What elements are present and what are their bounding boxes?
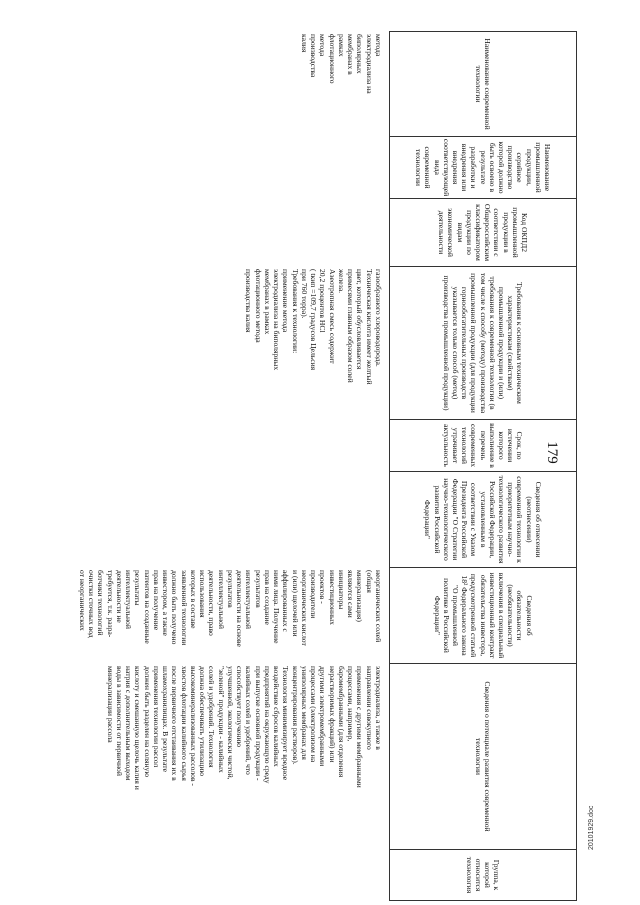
cell-technology-name: метода электродиализа на биполярных мембранах в рамках флотационного метода производства калия [300,34,383,94]
cell-okpd2-code [21,198,389,266]
header-obligation-info: Сведения об обязательности (необязательности) включения в специальный инвестиционный контракт обязательства инвестора, предусмотренной статьей 18² Федерального закона "О промышленной политике в Российской Федерации" [390,567,576,663]
cell-priority-info [21,471,389,567]
header-technology-name: Наименование современной технологии [390,31,576,136]
cell-technology-group [21,849,389,901]
header-technology-group: Группа, к которой относится технология [390,849,576,901]
cell-requirements: газообразного хлороводорода. Техническая кислота имеет желтый цвет, который обусловливается примесями главным образом солей железа. Азеотропная смесь содержит 20,2 процентов HCl ( tкип =109,7 градусов Цельсия при 760 торра). Требования к технологии: применение метода электродиализа на биполярных мембранах в рамках флотационного метода производства калия [244,269,383,385]
header-okpd2-code: Код ОКПД2 промышленной продукции в соответствии с Общероссийским классификатором продукции по видам экономической деятельности [390,198,576,266]
technology-table [21,31,577,901]
table-row [21,31,389,901]
table-header-row [389,31,577,901]
cell-potential-info: электродиализа, а также в направлении совокупного применения с другими мембранными процессами, например, баромембранными (для отделения нерастворимых фракций) или другими электромембранными процессами (электролизом на униполярных мембранах для концентрирования растворов). Технология минимизирует вредное воздействие сбросов калийных предприятий на окружающую среду при выпуске основной продукции - калийных солей и удобрений, что способствует получению улучшенной, экологически чистой, "зеленой" продукции - калийных солей и удобрений. Технология должна обеспечивать утилизацию высокоминерализованных рассолов - хвостов флотации калийного сырья после первичного отстаивания их в шламохранилищах. В результате применения технологии рассол должен быть разделен на соляную кислоту и смешанную щелочь калия и натрия с дополнительным выходом воды в зависимости от первичной минерализации рассола [105,666,383,790]
cell-product-name [21,136,389,198]
cell-obligation-info: неорганических солей (общая минерализация) являются сами инициаторы инвестиционных проектов - производители неорганических кислот и (или) щелочей или аффилированных с ними лица. Получение прав на создание результатов интеллектуальной деятельности на основе результатов интеллектуальной деятельности, право использования которых в составе заявленной технологии должно быть получено инвестором, а также прав на получение патентов на созданные результаты интеллектуальной деятельности не требуется, т.к. разра- ботчики технологий очистки сточных вод от неорганических [78,570,383,647]
page-number: 179 [544,441,560,464]
header-potential-info: Сведения о потенциале развития современной технологии [390,663,576,849]
header-priority-info: Сведения об отнесении (неотнесении) современной технологии к приоритетным научно-технологического развития Российской Федерации, установленным в соответствии с Указом Президента Российской Федерации "О Стратегии научно-технологического развития Российской Федерации" [390,471,576,567]
header-requirements: Требования к основным техническим характеристикам (свойствам) промышленной продукции и (или) требования к современной технологии (в том числе к способу (методу) производства промышленной продукции (для продукции горнообогатительных производств указывается только способ (метод) производства промышленной продукции) [390,266,576,419]
cell-relevance-term [21,419,389,471]
footer-document-code: 20101929.doc [588,805,595,850]
header-relevance-term: Срок, по истечении которого выполнение в перечень современных технологий утрачивает актуальность [390,419,576,471]
header-product-name: Наименование промышленной продукции, серийное производство которой должно быть освоено в результате разработки и внедрения или внедрения соответствующей вида современной технологии [390,136,576,198]
